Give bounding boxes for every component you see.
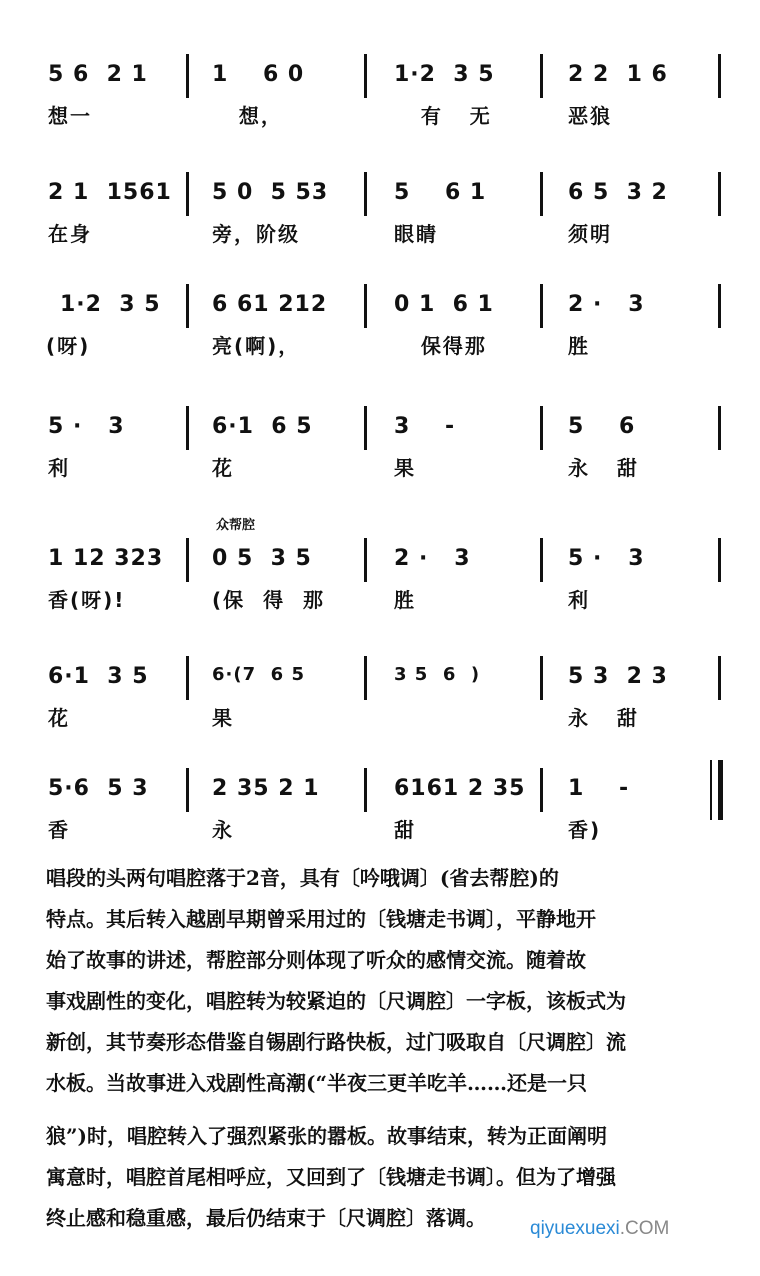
measure-notes: 1·2 3 5 (60, 292, 161, 317)
measure-lyric: 亮(啊)， (212, 334, 301, 358)
barline (718, 284, 721, 328)
measure-lyric: 果 (394, 456, 416, 480)
score-row-4 (0, 414, 760, 534)
measure-lyric: 香(呀)! (48, 588, 126, 612)
measure-lyric: 永 甜 (568, 456, 639, 480)
commentary-line: 水板。当故事进入戏剧性高潮(“半夜三更羊吃羊……还是一只 (46, 1071, 587, 1095)
measure-lyric: 想， (212, 104, 283, 128)
commentary-line: 唱段的头两句唱腔落于2音，具有〔吟哦调〕(省去帮腔)的 (46, 866, 559, 890)
measure-notes: 2 · 3 (568, 292, 645, 317)
measure-notes: 2 1 1561 (48, 180, 172, 205)
barline (186, 768, 189, 812)
measure-notes: 1·2 3 5 (394, 62, 495, 87)
measure-lyric: 保得那 (394, 334, 487, 358)
barline (364, 54, 367, 98)
measure-lyric: (保 得 那 (212, 588, 325, 612)
barline (364, 656, 367, 700)
barline (364, 768, 367, 812)
measure-notes: 1 - (568, 776, 630, 801)
measure-lyric: 胜 (394, 588, 416, 612)
measure-notes: 5 · 3 (48, 414, 125, 439)
score-row-3 (0, 292, 760, 412)
score-row-5 (0, 518, 760, 666)
measure-lyric: 有 无 (394, 104, 492, 128)
final-barline-thin (710, 760, 712, 820)
commentary-line: 事戏剧性的变化，唱腔转为较紧迫的〔尺调腔〕一字板，该板式为 (46, 989, 626, 1013)
measure-lyric: 花 (212, 456, 234, 480)
measure-lyric: 胜 (568, 334, 590, 358)
site-watermark (530, 1218, 669, 1240)
score-row-6 (0, 664, 760, 784)
measure-notes: 5 6 (568, 414, 636, 439)
measure-notes: 5 3 2 3 (568, 664, 668, 689)
barline (540, 538, 543, 582)
barline (186, 172, 189, 216)
measure-notes: 6·(7 6 5 (212, 664, 305, 685)
measure-notes: 2 35 2 1 (212, 776, 320, 801)
barline (364, 284, 367, 328)
watermark-suffix: .COM (619, 1218, 670, 1239)
measure-notes: 3 - (394, 414, 456, 439)
barline (540, 172, 543, 216)
measure-notes: 6·1 3 5 (48, 664, 149, 689)
measure-notes: 6161 2 35 (394, 776, 526, 801)
barline (718, 656, 721, 700)
measure-lyric: 须明 (568, 222, 612, 246)
score-row-2 (0, 180, 760, 300)
barline (364, 406, 367, 450)
barline (718, 406, 721, 450)
measure-lyric: 香) (568, 818, 602, 842)
commentary-line: 特点。其后转入越剧早期曾采用过的〔钱塘走书调〕，平静地开 (46, 907, 596, 931)
measure-notes: 6 61 212 (212, 292, 328, 317)
barline (540, 656, 543, 700)
measure-notes: 0 1 6 1 (394, 292, 494, 317)
measure-notes: 6·1 6 5 (212, 414, 313, 439)
barline (718, 172, 721, 216)
barline (186, 656, 189, 700)
measure-lyric: 利 (568, 588, 590, 612)
measure-notes: 3 5 6 ) (394, 664, 481, 685)
barline (540, 406, 543, 450)
commentary-line: 终止感和稳重感，最后仍结束于〔尺调腔〕落调。 (46, 1206, 486, 1230)
barline (186, 54, 189, 98)
barline (186, 538, 189, 582)
chorus-label: 众帮腔 (216, 518, 256, 533)
measure-notes: 5 · 3 (568, 546, 645, 571)
barline (364, 538, 367, 582)
measure-lyric: 果 (212, 706, 234, 730)
barline (186, 284, 189, 328)
measure-lyric: 永 (212, 818, 234, 842)
barline (540, 768, 543, 812)
measure-notes: 5·6 5 3 (48, 776, 149, 801)
measure-lyric: 甜 (394, 818, 416, 842)
barline (540, 284, 543, 328)
measure-lyric: (呀) (46, 334, 91, 358)
measure-notes: 6 5 3 2 (568, 180, 668, 205)
measure-notes: 5 0 5 53 (212, 180, 329, 205)
measure-lyric: 旁，阶级 (212, 222, 300, 246)
measure-notes: 5 6 1 (394, 180, 487, 205)
measure-lyric: 想一 (48, 104, 92, 128)
commentary-line: 寓意时，唱腔首尾相呼应，又回到了〔钱塘走书调〕。但为了增强 (46, 1165, 616, 1189)
measure-notes: 2 2 1 6 (568, 62, 668, 87)
commentary-line: 新创，其节奏形态借鉴自锡剧行路快板，过门吸取自〔尺调腔〕流 (46, 1030, 626, 1054)
watermark-brand: qiyuexuexi (530, 1218, 620, 1239)
commentary-line: 始了故事的讲述，帮腔部分则体现了听众的感情交流。随着故 (46, 948, 586, 972)
barline (718, 538, 721, 582)
measure-lyric: 恶狼 (568, 104, 612, 128)
commentary-line: 狼”)时，唱腔转入了强烈紧张的嚣板。故事结束，转为正面阐明 (46, 1124, 607, 1148)
measure-lyric: 眼睛 (394, 222, 438, 246)
measure-notes: 2 · 3 (394, 546, 471, 571)
final-barline-thick (718, 760, 723, 820)
commentary-text (46, 868, 726, 1249)
barline (540, 54, 543, 98)
barline (718, 54, 721, 98)
barline (364, 172, 367, 216)
score-row-1 (0, 62, 760, 182)
barline (186, 406, 189, 450)
measure-notes: 1 12 323 (48, 546, 164, 571)
measure-lyric: 在身 (48, 222, 92, 246)
measure-notes: 5 6 2 1 (48, 62, 148, 87)
measure-notes: 1 6 0 (212, 62, 305, 87)
measure-lyric: 香 (48, 818, 70, 842)
measure-lyric: 永 甜 (568, 706, 639, 730)
measure-lyric: 利 (48, 456, 70, 480)
measure-lyric: 花 (48, 706, 70, 730)
measure-notes: 0 5 3 5 (212, 546, 312, 571)
